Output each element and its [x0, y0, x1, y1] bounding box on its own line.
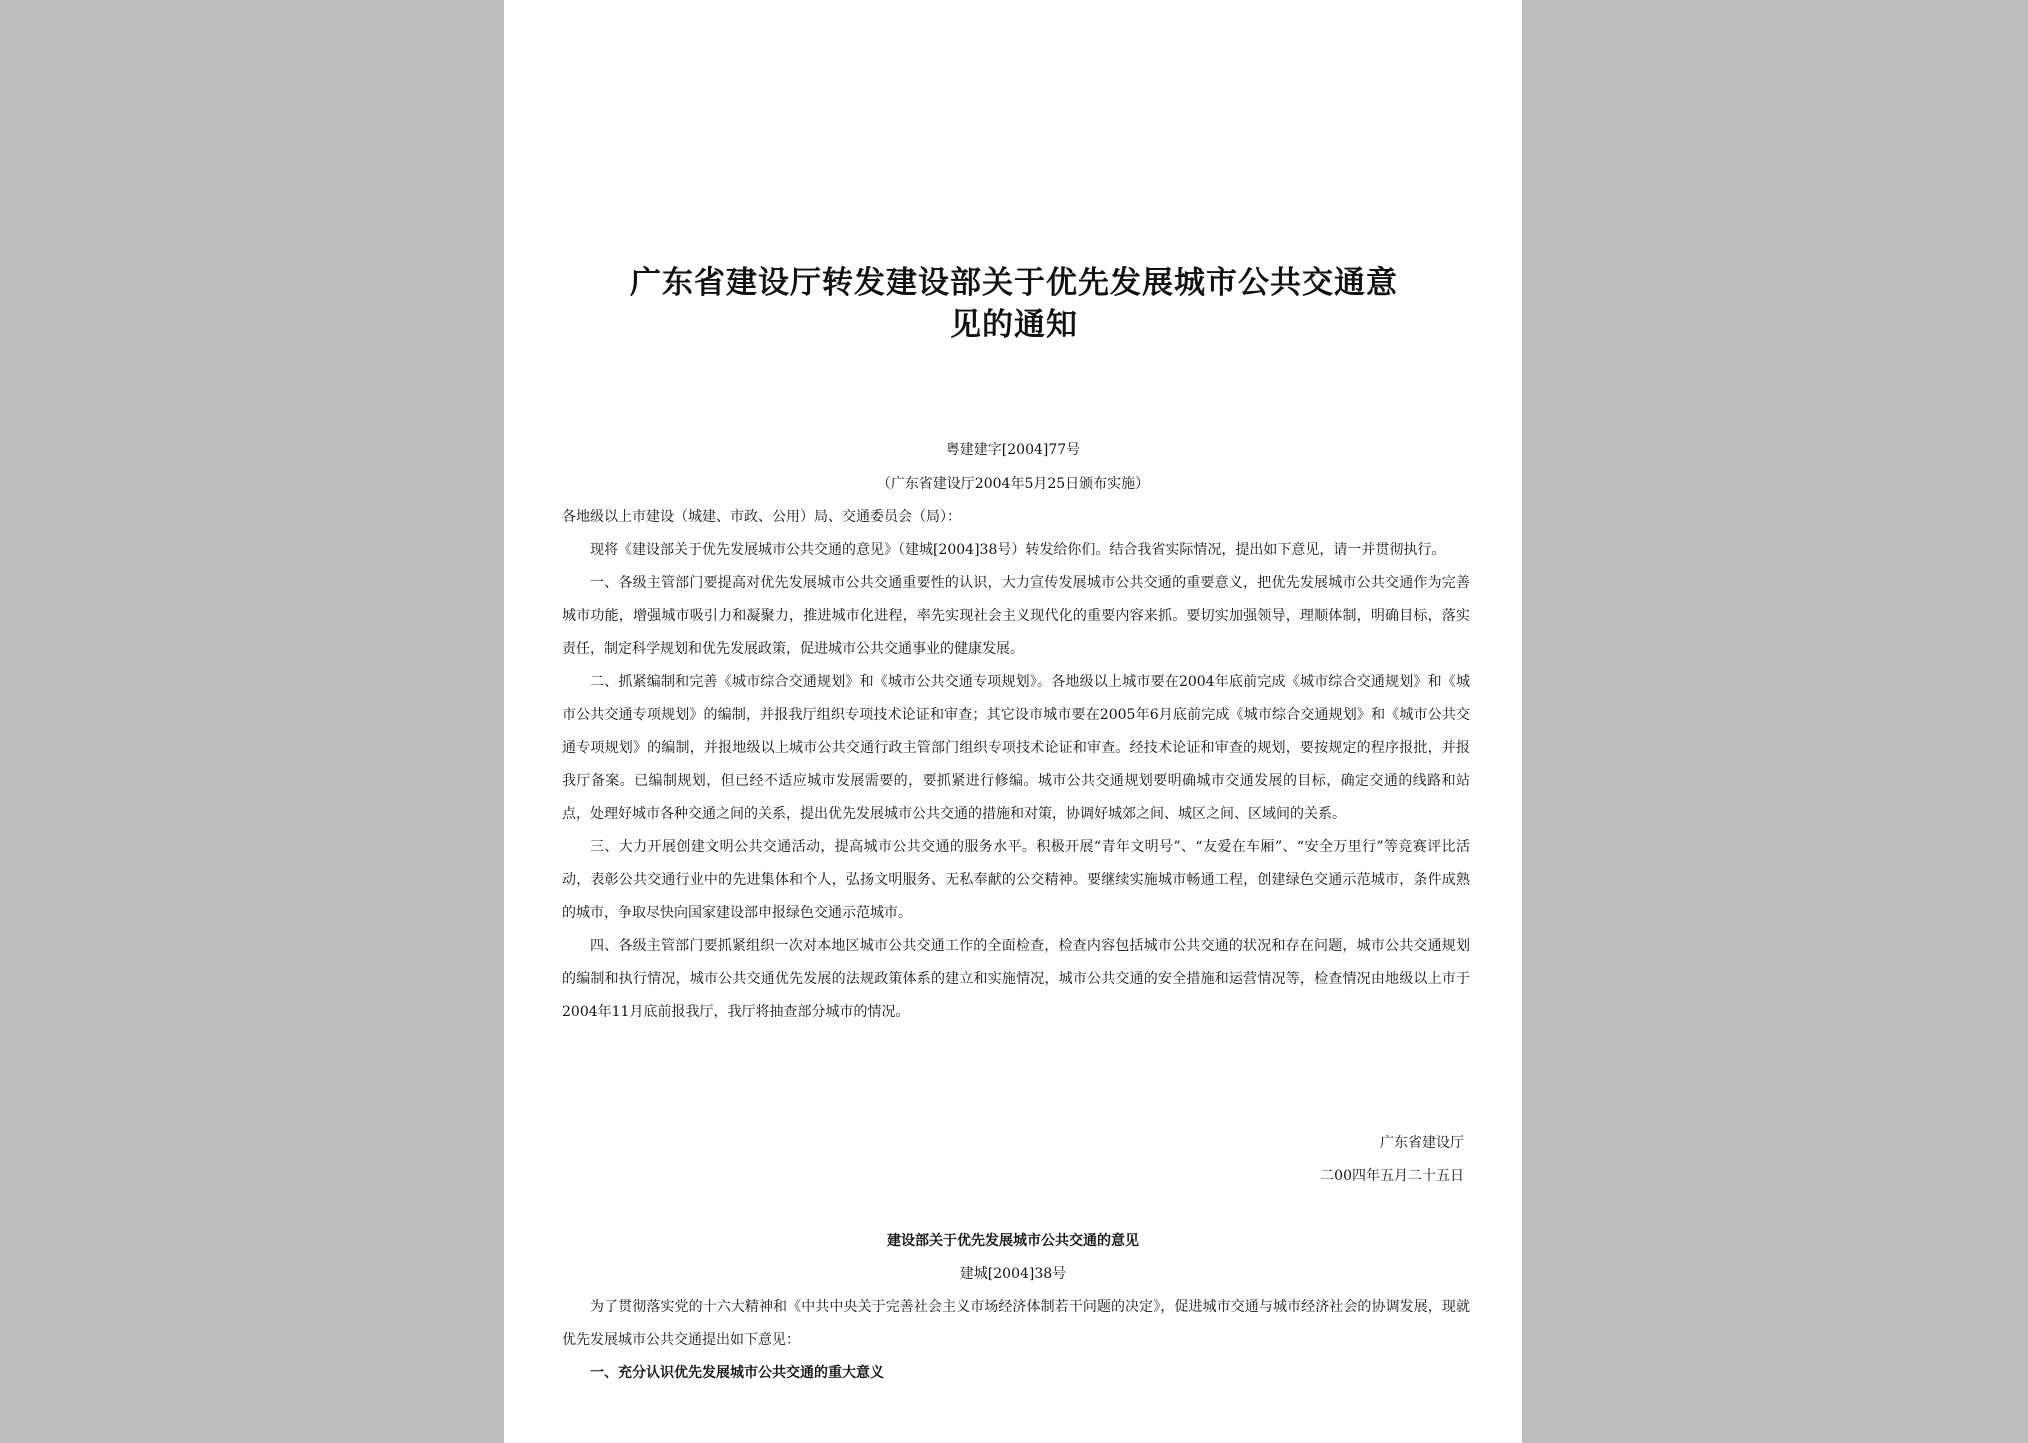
notice-body — [562, 501, 1470, 1029]
paragraph-two: 二、抓紧编制和完善《城市综合交通规划》和《城市公共交通专项规划》。各地级以上城市要在2004年底前完成《城市综合交通规划》和《城市公共交通专项规划》的编制，并报我厅组织专项技术论证和审查；其它设市城市要在2005年6月底前完成《城市综合交通规划》和《城市公共交通专项规划》的编制，并报地级以上城市公共交通行政主管部门组织专项技术论证和审查。经技术论证和审查的规划，要按规定的程序报批，并报我厅备案。已编制规划，但已经不适应城市发展需要的，要抓紧进行修编。城市公共交通规划要明确城市交通发展的目标，确定交通的线路和站点，处理好城市各种交通之间的关系，提出优先发展城市公共交通的措施和对策，协调好城郊之间、城区之间、区域间的关系。 — [562, 674, 1470, 822]
issue-note: （广东省建设厅2004年5月25日颁布实施） — [876, 476, 1150, 492]
paragraph-three: 三、大力开展创建文明公共交通活动，提高城市公共交通的服务水平。积极开展“青年文明号”、“友爱在车厢”、“安全万里行”等竞赛评比活动，表彰公共交通行业中的先进集体和个人，弘扬文明服务、无私奉献的公交精神。要继续实施城市畅通工程，创建绿色交通示范城市，条件成熟的城市，争取尽快向国家建设部申报绿色交通示范城市。 — [562, 839, 1470, 921]
paragraph-one: 一、各级主管部门要提高对优先发展城市公共交通重要性的认识，大力宣传发展城市公共交通的重要意义，把优先发展城市公共交通作为完善城市功能，增强城市吸引力和凝聚力，推进城市化进程，率先实现社会主义现代化的重要内容来抓。要切实加强领导，理顺体制，明确目标，落实责任，制定科学规划和优先发展政策，促进城市公共交通事业的健康发展。 — [562, 575, 1470, 657]
document-number: 粤建建字[2004]77号 — [945, 442, 1081, 458]
opinion-title: 建设部关于优先发展城市公共交通的意见 — [887, 1233, 1139, 1249]
paragraph-intro: 现将《建设部关于优先发展城市公共交通的意见》（建城[2004]38号）转发给你们。结合我省实际情况，提出如下意见，请一并贯彻执行。 — [590, 542, 1446, 558]
title-line-2: 见的通知 — [950, 307, 1078, 343]
opinion-intro: 为了贯彻落实党的十六大精神和《中共中央关于完善社会主义市场经济体制若干问题的决定》，促进城市交通与城市经济社会的协调发展，现就优先发展城市公共交通提出如下意见： — [562, 1299, 1470, 1348]
addressee: 各地级以上市建设（城建、市政、公用）局、交通委员会（局）： — [562, 509, 961, 525]
document-page — [504, 0, 1522, 1443]
opinion-doc-number: 建城[2004]38号 — [959, 1266, 1067, 1282]
paragraph-four: 四、各级主管部门要抓紧组织一次对本地区城市公共交通工作的全面检查，检查内容包括城市公共交通的状况和存在问题，城市公共交通规划的编制和执行情况，城市公共交通优先发展的法规政策体系的建立和实施情况，城市公共交通的安全措施和运营情况等，检查情况由地级以上市于2004年11月底前报我厅，我厅将抽查部分城市的情况。 — [562, 938, 1470, 1020]
opinion-section-heading: 一、充分认识优先发展城市公共交通的重大意义 — [590, 1365, 884, 1381]
document-title — [564, 262, 1464, 346]
signature-organization: 广东省建设厅 — [1380, 1135, 1464, 1151]
title-line-1: 广东省建设厅转发建设部关于优先发展城市公共交通意 — [630, 265, 1398, 301]
opinion-body — [562, 1291, 1470, 1390]
signature-date: 二00四年五月二十五日 — [1320, 1168, 1464, 1184]
